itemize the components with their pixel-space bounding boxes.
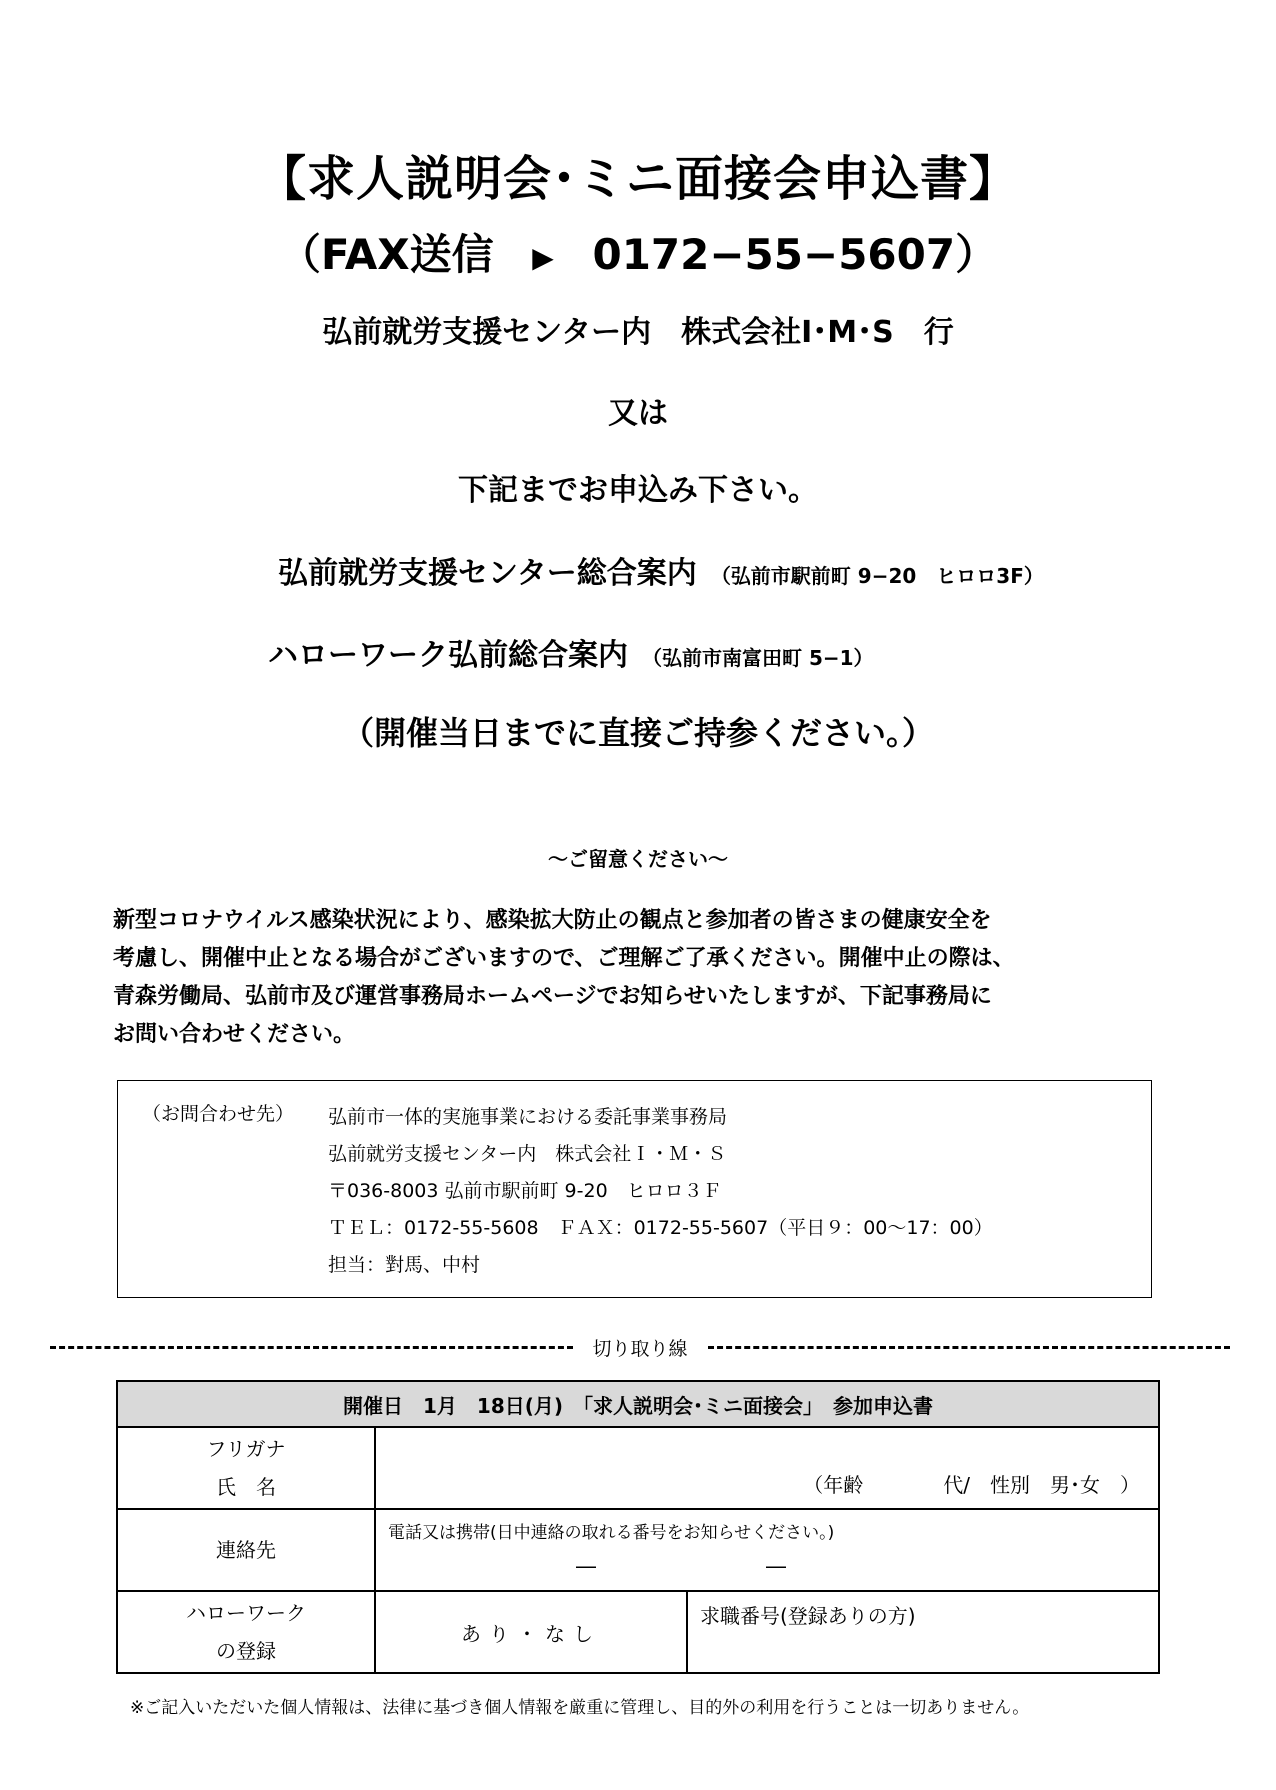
place-item — [268, 630, 874, 674]
cut-line — [50, 1334, 1230, 1361]
fax-prefix: （FAX送信 — [278, 230, 494, 279]
caution-text — [113, 902, 1173, 1054]
registration-choice[interactable]: あり・なし — [375, 1591, 687, 1673]
job-number-field[interactable] — [687, 1591, 1159, 1673]
contact-lines — [328, 1099, 993, 1284]
name-label-cell — [117, 1427, 375, 1509]
caution-line: 新型コロナウイルス感染状況により、感染拡大防止の観点と参加者の皆さまの健康安全を — [113, 908, 992, 933]
hw-label: ハローワーク — [186, 1601, 306, 1625]
place-name: ハローワーク弘前総合案内 — [268, 638, 628, 673]
phone-field[interactable] — [375, 1509, 1159, 1591]
arrow-icon: ▶ — [532, 241, 554, 274]
phone-separators — [576, 1554, 956, 1578]
contact-label: （お問合わせ先） — [142, 1103, 295, 1125]
contact-line: 〒036-8003 弘前市駅前町 9-20 ヒロロ３Ｆ — [328, 1180, 722, 1202]
age-sex-field[interactable]: （年齢 代/ 性別 男･女 ） — [803, 1473, 1140, 1497]
or-text: 又は — [608, 396, 668, 431]
phone-note: 電話又は携帯(日中連絡の取れる番号をお知らせください。) — [388, 1523, 835, 1543]
caution-heading: ～ご留意ください～ — [548, 847, 728, 871]
place-address: （弘前市南富田町 5−1） — [642, 646, 874, 670]
caution-line: 青森労働局、弘前市及び運営事務局ホームページでお知らせいたしますが、下記事務局に — [113, 984, 992, 1009]
fax-line — [0, 222, 1276, 282]
fax-number: 0172−55−5607） — [592, 230, 998, 279]
application-form — [116, 1380, 1160, 1674]
contact-label-cell: 連絡先 — [117, 1509, 375, 1591]
privacy-footnote: ※ご記入いただいた個人情報は、法律に基づき個人情報を厳重に管理し、目的外の利用を行うことは一切ありません。 — [130, 1698, 1030, 1718]
contact-box — [117, 1080, 1152, 1298]
page-title: 【求人説明会･ミニ面接会申込書】 — [257, 151, 1018, 207]
name-field[interactable] — [375, 1427, 1159, 1509]
caution-line: 考慮し、開催中止となる場合がございますので、ご理解ご了承ください。開催中止の際は、 — [113, 946, 1015, 971]
cut-line-label: 切り取り線 — [592, 1338, 688, 1360]
contact-line: 弘前市一体的実施事業における委託事業事務局 — [328, 1106, 728, 1128]
job-number-label: 求職番号(登録ありの方) — [700, 1604, 916, 1628]
dashed-divider — [50, 1346, 573, 1349]
place-item — [278, 548, 1044, 592]
contact-line: ＴＥＬ：0172-55-5608 ＦＡＸ：0172-55-5607（平日９：00～17：00） — [328, 1217, 993, 1239]
contact-line: 弘前就労支援センター内 株式会社Ｉ・Ｍ・Ｓ — [328, 1143, 727, 1165]
contact-line: 担当：對馬、中村 — [328, 1254, 481, 1276]
dash: ― — [576, 1554, 596, 1578]
form-header: 開催日 1月 18日(月) 「求人説明会･ミニ面接会」 参加申込書 — [117, 1381, 1159, 1427]
place-address: （弘前市駅前町 9−20 ヒロロ3F） — [710, 564, 1044, 588]
caution-line: お問い合わせください。 — [113, 1022, 356, 1047]
dashed-divider — [708, 1346, 1231, 1349]
hw-label-cell — [117, 1591, 375, 1673]
place-name: 弘前就労支援センター総合案内 — [278, 556, 697, 591]
dash: ― — [766, 1554, 786, 1578]
furigana-label: フリガナ — [206, 1437, 286, 1461]
apply-below-text: 下記までお申込み下さい。 — [458, 473, 818, 508]
addressee: 弘前就労支援センター内 株式会社I･M･S 行 — [322, 315, 954, 350]
hw-registration-label: の登録 — [216, 1639, 276, 1663]
name-label: 氏 名 — [216, 1475, 276, 1499]
bring-note: （開催当日までに直接ご持参ください。） — [341, 714, 934, 752]
